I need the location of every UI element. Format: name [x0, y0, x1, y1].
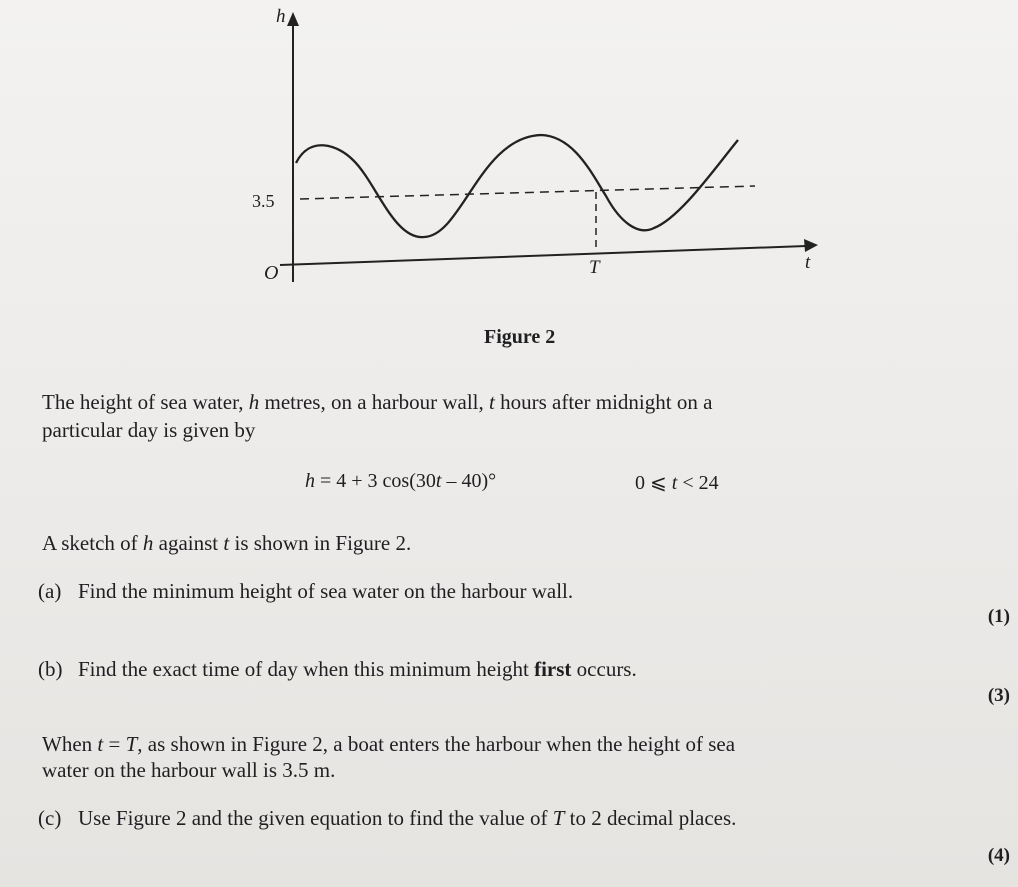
sea-height-curve [296, 135, 738, 237]
boat-var-t: t [97, 732, 104, 756]
equation-rhs-var: t [435, 470, 442, 492]
t-axis-label: t [805, 252, 811, 273]
question-a-marks: (1) [987, 606, 1010, 627]
t-axis-arrowhead [804, 239, 818, 252]
boat-line-2: water on the harbour wall is 3.5 m. [42, 758, 336, 782]
question-c-var-T: T [552, 806, 565, 830]
sketch-var-h: h [142, 531, 154, 555]
question-a [38, 579, 573, 604]
question-c-text-b: to 2 decimal places. [569, 806, 737, 830]
intro-text-b: metres, on a harbour wall, [264, 390, 484, 414]
boat-text-a: When [42, 732, 93, 756]
equation-rhs-a: = 4 + 3 cos(30 [315, 470, 436, 492]
question-b-text-pre: Find the exact time of day when this minimum height [78, 657, 535, 681]
domain-a: 0 ⩽ [635, 472, 672, 494]
equation [305, 470, 496, 493]
equation-domain [635, 470, 719, 495]
boat-line-1 [42, 732, 735, 757]
sketch-var-t: t [223, 531, 230, 555]
question-c-label: (c) [38, 806, 62, 830]
question-b-marks: (3) [987, 685, 1010, 706]
h-axis-label: h [276, 6, 286, 27]
question-a-text: Find the minimum height of sea water on the harbour wall. [78, 579, 574, 603]
level-label: 3.5 [252, 191, 275, 211]
intro-text-a: The height of sea water, [42, 390, 244, 414]
question-c-marks: (4) [987, 845, 1010, 866]
origin-label: O [264, 262, 279, 284]
equation-rhs-b: – 40)° [441, 470, 497, 492]
sketch-sentence [42, 531, 411, 556]
question-b [38, 657, 637, 682]
equation-lhs: h [305, 470, 315, 492]
sketch-text-b: against [158, 531, 219, 555]
boat-var-T: T [125, 732, 138, 756]
question-c [38, 806, 736, 831]
question-a-label: (a) [38, 579, 62, 603]
figure-caption: Figure 2 [484, 326, 556, 348]
figure-2-graph [0, 0, 1018, 330]
sketch-text-c: is shown in Figure 2. [234, 531, 412, 555]
question-c-text-a: Use Figure 2 and the given equation to find the value of [78, 806, 548, 830]
boat-text-b: , as shown in Figure 2, a boat enters the harbour when the height of sea [137, 732, 736, 756]
domain-var: t [671, 472, 678, 494]
intro-var-t: t [489, 390, 495, 414]
sketch-text-a: A sketch of [42, 531, 138, 555]
boat-eq: = [103, 732, 126, 756]
question-b-label: (b) [38, 657, 63, 681]
level-3.5-dashed-line [300, 186, 755, 199]
intro-line-2: particular day is given by [42, 418, 256, 442]
intro-line-1 [42, 390, 712, 415]
question-b-text-post: occurs. [571, 657, 637, 681]
intro-var-h: h [248, 390, 260, 414]
question-b-bold: first [534, 657, 572, 681]
domain-b: < 24 [677, 472, 719, 494]
t-marker-label: T [589, 257, 600, 278]
intro-text-c: hours after midnight on a [500, 390, 713, 414]
t-axis [280, 246, 806, 265]
h-axis-arrowhead [287, 12, 299, 26]
